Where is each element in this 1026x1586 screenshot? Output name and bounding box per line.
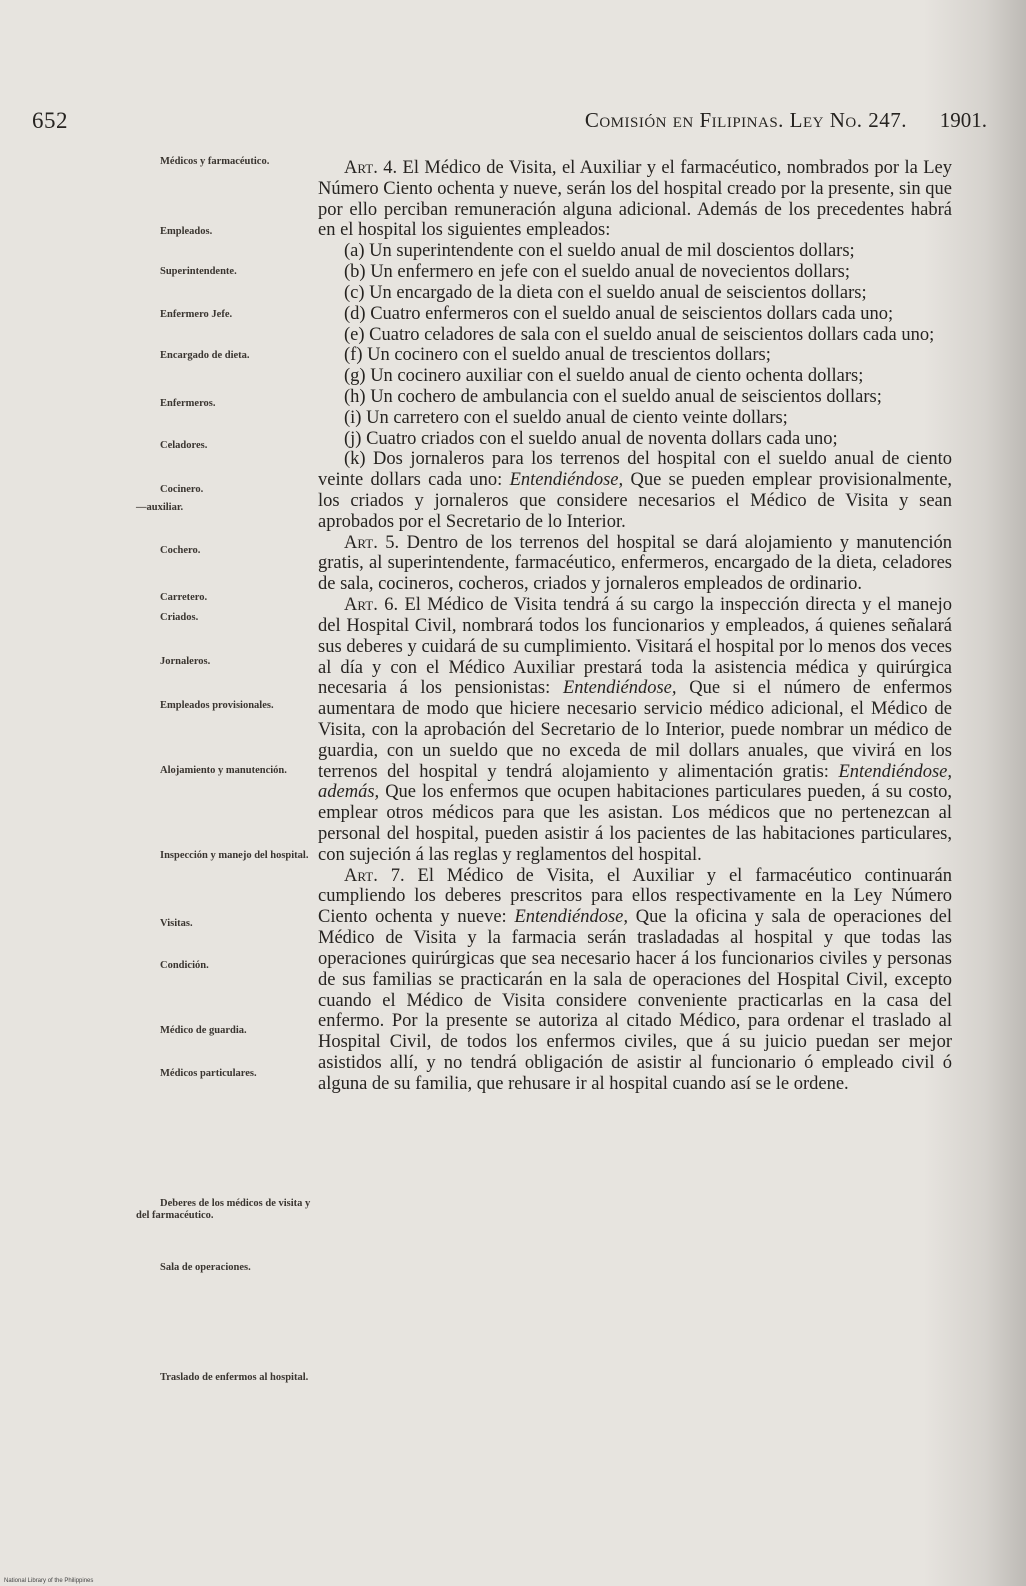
running-head: Comisión en Filipinas. Ley No. 247. bbox=[584, 108, 907, 132]
margin-note: Médico de guardia. bbox=[160, 1025, 247, 1036]
margin-note: Superintendente. bbox=[160, 266, 237, 277]
body-text bbox=[318, 158, 952, 1095]
margin-note: Inspección y manejo del hospital. bbox=[160, 850, 309, 861]
item-text: (k) Dos jornaleros para los terrenos del hospital con el sueldo anual de ciento veinte dollars cada uno: bbox=[318, 449, 952, 491]
page-number: 652 bbox=[32, 108, 68, 133]
running-head-year: 1901. bbox=[939, 108, 987, 132]
margin-note: Médicos particulares. bbox=[160, 1068, 257, 1079]
article-5 bbox=[318, 533, 952, 595]
list-item: (e) Cuatro celadores de sala con el sueldo anual de seiscientos dollars cada uno; bbox=[344, 324, 935, 345]
article-label: Art. 6. bbox=[344, 595, 399, 616]
margin-note: Empleados. bbox=[160, 226, 213, 237]
article-text: Que la oficina y sala de operaciones del Médico de Visita y la farmacia serán trasladadas al hospital y que todas las operaciones quirúrgicas que sea necesario hacer á los funcionarios civiles y personas de sus familias se practicarán en la sala de operaciones del Hospital Civil, excepto cuando el Médico de Visita considere conveniente practicarlas en la casa del enfermo. Por la presente se autoriza al citado Médico, para ordenar el traslado al Hospital Civil, de todos los enfermos civiles, que á su juicio puedan ser mejor asistidos allí, y no tendrá obligación de asistir al funcionario ó empleado civil ó alguna de su familia, que rehusare ir al hospital cuando así se le ordene. bbox=[318, 907, 953, 1094]
list-item: (f) Un cocinero con el sueldo anual de trescientos dollars; bbox=[344, 345, 771, 366]
article-text: El Médico de Visita tendrá á su cargo la inspección directa y el manejo del Hospital Civil, nombrará todos los funcionarios y empleados, á quienes señalará sus deberes y cuidará de su cumplimiento. Visitará el hospital por lo menos dos veces al día y con el Médico Auxiliar prestará toda la asistencia médica y quirúrgica necesaria á los pensionistas: bbox=[318, 595, 953, 699]
article-text: Que los enfermos que ocupen habitaciones particulares pueden, á su costo, emplear otros médicos para que les asistan. Los médicos que no pertenezcan al personal del hospital, pueden asistir á los pacientes de las habitaciones particulares, con sujeción á las reglas y reglamentos del hospital. bbox=[318, 782, 952, 865]
margin-note: Sala de operaciones. bbox=[160, 1262, 251, 1273]
article-text: El Médico de Visita, el Auxiliar y el farmacéutico continuarán cumpliendo los deberes prescritos para ellos respectivamente en la Ley Número Ciento ochenta y nueve: bbox=[318, 865, 952, 928]
margin-note: Visitas. bbox=[160, 918, 193, 929]
margin-note: Traslado de enfermos al hospital. bbox=[160, 1372, 309, 1383]
margin-note: Encargado de dieta. bbox=[160, 350, 250, 361]
margin-note: Condición. bbox=[160, 960, 209, 971]
article-6 bbox=[318, 595, 952, 866]
page-header bbox=[32, 108, 987, 138]
article-text: Dentro de los terrenos del hospital se dará alojamiento y manutención gratis, al superintendente, farmacéutico, enfermeros, encargado de la dieta, celadores de sala, cocineros, cocheros, criados y jornaleros empleados de ordinario. bbox=[318, 532, 952, 595]
article-text: El Médico de Visita, el Auxiliar y el farmacéutico, nombrados por la Ley Número Ciento ochenta y nueve, serán los del hospital creado por la presente, sin que por ello perciban remuneración alguna adicional. Además de los precedentes habrá en el hospital los siguientes empleados: bbox=[318, 158, 952, 241]
list-item: (g) Un cocinero auxiliar con el sueldo anual de ciento ochenta dollars; bbox=[344, 366, 864, 387]
proviso: Entendiéndose, además, bbox=[318, 761, 953, 803]
margin-note: Enfermeros. bbox=[160, 398, 216, 409]
article-7 bbox=[318, 866, 952, 1095]
margin-note: —auxiliar. bbox=[136, 502, 184, 513]
list-item-k bbox=[318, 449, 952, 532]
list-item: (j) Cuatro criados con el sueldo anual de noventa dollars cada uno; bbox=[344, 428, 838, 449]
article-text: Que si el número de enfermos aumentara de modo que hiciere necesario servicio médico adicional, el Médico de Visita, con la aprobación del Secretario de lo Interior, puede nombrar un médico de guardia, con un sueldo que no exceda de mil dollars anuales, que vivirá en los terrenos del hospital y tendrá alojamiento y alimentación gratis: bbox=[318, 678, 953, 782]
list-item: (h) Un cochero de ambulancia con el sueldo anual de seiscientos dollars; bbox=[344, 386, 882, 407]
item-text: Que se pueden emplear provisionalmente, los criados y jornaleros que considere necesarios el Médico de Visita y sean aprobados por el Secretario de lo Interior. bbox=[318, 470, 953, 532]
proviso: Entendiéndose, bbox=[562, 678, 677, 699]
margin-note: Cochero. bbox=[160, 545, 201, 556]
article-label: Art. 7. bbox=[344, 865, 405, 886]
list-item: (i) Un carretero con el sueldo anual de ciento veinte dollars; bbox=[344, 407, 788, 428]
margin-note: Alojamiento y manutención. bbox=[160, 765, 287, 776]
margin-note: Criados. bbox=[160, 612, 199, 623]
list-item: (c) Un encargado de la dieta con el sueldo anual de seiscientos dollars; bbox=[344, 282, 867, 303]
margin-note: Deberes de los médicos de visita y del farmacéutico. bbox=[136, 1198, 311, 1221]
proviso: Entendiéndose, bbox=[509, 470, 624, 491]
proviso: Entendiéndose, bbox=[514, 907, 628, 928]
margin-note: Carretero. bbox=[160, 592, 208, 603]
list-item: (a) Un superintendente con el sueldo anual de mil doscientos dollars; bbox=[344, 241, 855, 262]
margin-note: Empleados provisionales. bbox=[160, 700, 274, 711]
list-item: (d) Cuatro enfermeros con el sueldo anual de seiscientos dollars cada uno; bbox=[344, 303, 894, 324]
article-4 bbox=[318, 158, 952, 241]
margin-note: Celadores. bbox=[160, 440, 208, 451]
margin-note: Jornaleros. bbox=[160, 656, 211, 667]
margin-note: Médicos y farmacéutico. bbox=[160, 156, 270, 167]
list-item: (b) Un enfermero en jefe con el sueldo anual de novecientos dollars; bbox=[344, 262, 850, 283]
article-label: Art. 4. bbox=[344, 158, 398, 178]
article-label: Art. 5. bbox=[344, 532, 400, 553]
margin-note: Cocinero. bbox=[160, 484, 204, 495]
scan-footer: National Library of the Philippines bbox=[4, 1578, 94, 1584]
margin-note: Enfermero Jefe. bbox=[160, 309, 233, 320]
